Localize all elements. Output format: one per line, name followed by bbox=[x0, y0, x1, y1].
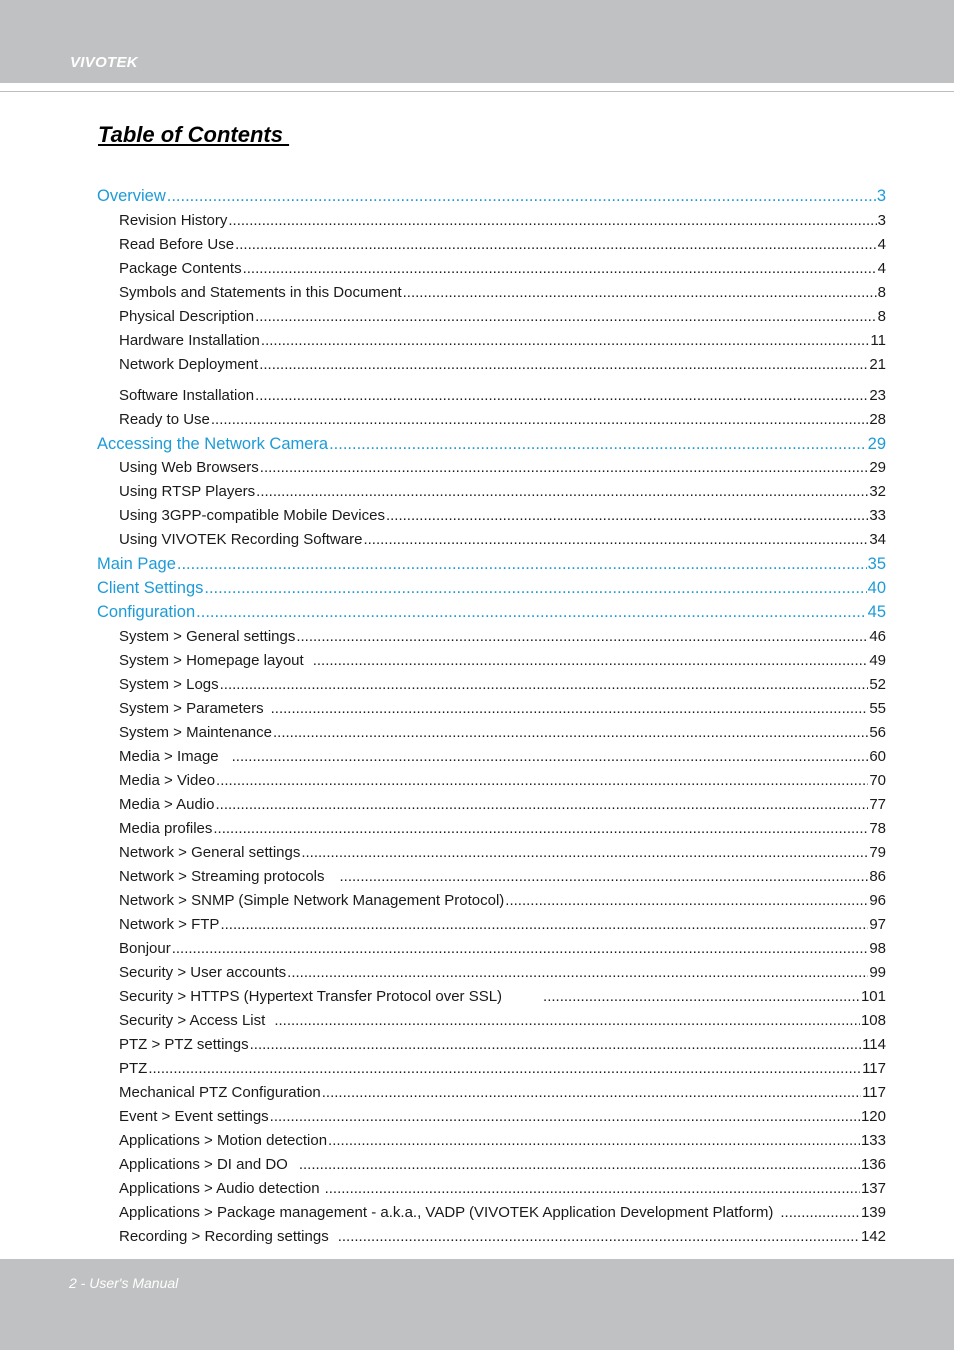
toc-entry-label: Network > FTP bbox=[119, 916, 220, 933]
toc-page-number: 23 bbox=[869, 387, 886, 404]
toc-entry-label: Revision History bbox=[119, 212, 228, 229]
toc-dot-leader bbox=[172, 940, 869, 957]
toc-entry-label: Applications > Audio detection bbox=[119, 1180, 320, 1197]
toc-dot-leader bbox=[148, 1060, 861, 1077]
toc-section-entry[interactable] bbox=[119, 988, 886, 1005]
toc-entry-label: PTZ bbox=[119, 1060, 148, 1077]
toc-dot-leader bbox=[211, 411, 868, 428]
toc-page-number: 133 bbox=[860, 1132, 886, 1149]
page-title: Table of Contents bbox=[98, 122, 290, 147]
toc-page-number: 117 bbox=[862, 1060, 886, 1077]
toc-dot-leader bbox=[232, 748, 869, 765]
toc-dot-leader bbox=[363, 531, 868, 548]
toc-dot-leader bbox=[543, 988, 860, 1005]
toc-entry-label: Overview bbox=[97, 187, 166, 205]
toc-section-entry[interactable] bbox=[119, 652, 886, 669]
toc-entry-label: PTZ > PTZ settings bbox=[119, 1036, 249, 1053]
toc-section-entry[interactable] bbox=[119, 459, 886, 476]
toc-section-entry[interactable] bbox=[119, 507, 886, 524]
toc-dot-leader bbox=[340, 868, 869, 885]
toc-section-entry[interactable] bbox=[119, 411, 886, 428]
toc-entry-label: Physical Description bbox=[119, 308, 255, 325]
toc-section-entry[interactable] bbox=[119, 772, 886, 789]
toc-section-entry[interactable] bbox=[119, 260, 886, 277]
toc-section-entry[interactable] bbox=[119, 531, 886, 548]
toc-entry-label: Security > User accounts bbox=[119, 964, 287, 981]
toc-entry-label: Recording > Recording settings bbox=[119, 1228, 329, 1245]
toc-entry-label: Network Deployment bbox=[119, 356, 259, 373]
toc-section-entry[interactable] bbox=[119, 332, 886, 349]
toc-section-entry[interactable] bbox=[119, 700, 886, 717]
toc-page-number: 29 bbox=[867, 435, 886, 453]
toc-page-number: 29 bbox=[869, 459, 886, 476]
toc-entry-label: Media > Image bbox=[119, 748, 219, 765]
toc-entry-label: Applications > Motion detection bbox=[119, 1132, 328, 1149]
toc-dot-leader bbox=[271, 700, 869, 717]
toc-dot-leader bbox=[301, 844, 868, 861]
toc-section-entry[interactable] bbox=[119, 1180, 886, 1197]
toc-page-number: 3 bbox=[877, 212, 886, 229]
toc-dot-leader bbox=[220, 916, 868, 933]
toc-entry-label: Media profiles bbox=[119, 820, 213, 837]
toc-section-entry[interactable] bbox=[119, 676, 886, 693]
toc-section-entry[interactable] bbox=[119, 724, 886, 741]
toc-dot-leader bbox=[274, 1012, 860, 1029]
toc-page-number: 101 bbox=[860, 988, 886, 1005]
toc-section-entry[interactable] bbox=[119, 387, 886, 404]
toc-entry-label: Event > Event settings bbox=[119, 1108, 269, 1125]
toc-section-entry[interactable] bbox=[119, 820, 886, 837]
toc-dot-leader bbox=[204, 579, 866, 598]
toc-dot-leader bbox=[328, 1132, 860, 1149]
toc-entry-label: Client Settings bbox=[97, 579, 204, 597]
toc-dot-leader bbox=[256, 483, 868, 500]
toc-page-number: 3 bbox=[876, 187, 886, 205]
toc-page-number: 8 bbox=[877, 284, 886, 301]
toc-entry-label: Media > Video bbox=[119, 772, 216, 789]
toc-page-number: 4 bbox=[877, 260, 886, 277]
toc-entry-label: Network > Streaming protocols bbox=[119, 868, 325, 885]
toc-page-number: 99 bbox=[869, 964, 886, 981]
toc-chapter-entry[interactable] bbox=[97, 555, 886, 574]
toc-section-entry[interactable] bbox=[119, 628, 886, 645]
toc-dot-leader bbox=[220, 676, 869, 693]
toc-dot-leader bbox=[235, 236, 877, 253]
toc-section-entry[interactable] bbox=[119, 1060, 886, 1077]
toc-dot-leader bbox=[261, 332, 870, 349]
toc-dot-leader bbox=[338, 1228, 860, 1245]
toc-entry-label: Mechanical PTZ Configuration bbox=[119, 1084, 321, 1101]
toc-dot-leader bbox=[216, 796, 869, 813]
toc-dot-leader bbox=[287, 964, 868, 981]
toc-dot-leader bbox=[780, 1204, 860, 1221]
toc-page-number: 60 bbox=[869, 748, 886, 765]
toc-page-number: 49 bbox=[869, 652, 886, 669]
toc-entry-label: Accessing the Network Camera bbox=[97, 435, 329, 453]
toc-page-number: 11 bbox=[870, 332, 886, 349]
toc-chapter-entry[interactable] bbox=[97, 187, 886, 206]
toc-dot-leader bbox=[167, 187, 876, 206]
toc-page-number: 139 bbox=[860, 1204, 886, 1221]
toc-entry-label: Security > Access List bbox=[119, 1012, 266, 1029]
toc-section-entry[interactable] bbox=[119, 1084, 886, 1101]
toc-page-number: 120 bbox=[860, 1108, 886, 1125]
toc-entry-label: Network > SNMP (Simple Network Management Protocol) bbox=[119, 892, 505, 909]
toc-dot-leader bbox=[260, 459, 869, 476]
footer-band bbox=[0, 1259, 954, 1350]
toc-entry-label: Applications > Package management - a.k.a., VADP (VIVOTEK Application Development Platform) bbox=[119, 1204, 774, 1221]
toc-entry-label: System > Logs bbox=[119, 676, 219, 693]
toc-page-number: 137 bbox=[860, 1180, 886, 1197]
toc-page-number: 45 bbox=[867, 603, 886, 621]
header-divider bbox=[0, 91, 954, 92]
toc-section-entry[interactable] bbox=[119, 892, 886, 909]
toc-page-number: 136 bbox=[860, 1156, 886, 1173]
toc-section-entry[interactable] bbox=[119, 1108, 886, 1125]
header-band bbox=[0, 0, 954, 83]
toc-entry-label: Using RTSP Players bbox=[119, 483, 256, 500]
toc-dot-leader bbox=[403, 284, 877, 301]
toc-section-entry[interactable] bbox=[119, 212, 886, 229]
toc-section-entry[interactable] bbox=[119, 796, 886, 813]
toc-page-number: 79 bbox=[869, 844, 886, 861]
toc-section-entry[interactable] bbox=[119, 1036, 886, 1053]
toc-dot-leader bbox=[259, 356, 868, 373]
toc-dot-leader bbox=[386, 507, 868, 524]
toc-chapter-entry[interactable] bbox=[97, 579, 886, 598]
toc-page-number: 70 bbox=[869, 772, 886, 789]
toc-dot-leader bbox=[505, 892, 868, 909]
toc-entry-label: Using Web Browsers bbox=[119, 459, 259, 476]
toc-entry-label: Read Before Use bbox=[119, 236, 235, 253]
toc-entry-label: Applications > DI and DO bbox=[119, 1156, 288, 1173]
toc-entry-label: Bonjour bbox=[119, 940, 171, 957]
toc-page-number: 35 bbox=[867, 555, 886, 573]
toc-dot-leader bbox=[255, 387, 868, 404]
toc-page-number: 28 bbox=[869, 411, 886, 428]
toc-page-number: 78 bbox=[869, 820, 886, 837]
toc-page-number: 52 bbox=[869, 676, 886, 693]
toc-dot-leader bbox=[273, 724, 868, 741]
toc-section-entry[interactable] bbox=[119, 1156, 886, 1173]
toc-page-number: 86 bbox=[869, 868, 886, 885]
page-footer: 2 - User's Manual bbox=[69, 1275, 179, 1291]
toc-section-entry[interactable] bbox=[119, 483, 886, 500]
toc-entry-label: Package Contents bbox=[119, 260, 242, 277]
toc-section-entry[interactable] bbox=[119, 1204, 886, 1221]
toc-page-number: 114 bbox=[862, 1036, 886, 1053]
toc-page-number: 55 bbox=[869, 700, 886, 717]
toc-section-entry[interactable] bbox=[119, 284, 886, 301]
toc-section-entry[interactable] bbox=[119, 1132, 886, 1149]
toc-dot-leader bbox=[228, 212, 876, 229]
toc-entry-label: Hardware Installation bbox=[119, 332, 260, 349]
toc-section-entry[interactable] bbox=[119, 964, 886, 981]
toc-page-number: 97 bbox=[869, 916, 886, 933]
toc-entry-label: Software Installation bbox=[119, 387, 255, 404]
toc-chapter-entry[interactable] bbox=[97, 603, 886, 622]
toc-section-entry[interactable] bbox=[119, 916, 886, 933]
toc-page-number: 142 bbox=[860, 1228, 886, 1245]
toc-entry-label: System > Homepage layout bbox=[119, 652, 304, 669]
toc-dot-leader bbox=[177, 555, 867, 574]
toc-entry-label: Media > Audio bbox=[119, 796, 215, 813]
toc-section-entry[interactable] bbox=[119, 844, 886, 861]
toc-entry-label: System > Parameters bbox=[119, 700, 264, 717]
toc-dot-leader bbox=[299, 1156, 860, 1173]
toc-page-number: 56 bbox=[869, 724, 886, 741]
toc-page-number: 96 bbox=[869, 892, 886, 909]
toc-dot-leader bbox=[296, 628, 868, 645]
toc-entry-label: System > Maintenance bbox=[119, 724, 272, 741]
toc-page-number: 108 bbox=[860, 1012, 886, 1029]
toc-section-entry[interactable] bbox=[119, 1228, 886, 1245]
toc-chapter-entry[interactable] bbox=[97, 435, 886, 454]
toc-dot-leader bbox=[196, 603, 866, 622]
toc-dot-leader bbox=[329, 435, 867, 454]
toc-section-entry[interactable] bbox=[119, 1012, 886, 1029]
toc-dot-leader bbox=[322, 1084, 861, 1101]
toc-dot-leader bbox=[255, 308, 877, 325]
toc-page-number: 46 bbox=[869, 628, 886, 645]
toc-dot-leader bbox=[313, 652, 869, 669]
toc-dot-leader bbox=[270, 1108, 860, 1125]
toc-section-entry[interactable] bbox=[119, 868, 886, 885]
toc-page-number: 117 bbox=[862, 1084, 886, 1101]
toc-dot-leader bbox=[250, 1036, 861, 1053]
toc-entry-label: Symbols and Statements in this Document bbox=[119, 284, 402, 301]
toc-section-entry[interactable] bbox=[119, 940, 886, 957]
toc-dot-leader bbox=[213, 820, 868, 837]
toc-section-entry[interactable] bbox=[119, 236, 886, 253]
toc-page-number: 21 bbox=[869, 356, 886, 373]
toc-page-number: 98 bbox=[869, 940, 886, 957]
toc-page-number: 32 bbox=[869, 483, 886, 500]
toc-dot-leader bbox=[216, 772, 868, 789]
toc-page-number: 34 bbox=[869, 531, 886, 548]
toc-section-entry[interactable] bbox=[119, 748, 886, 765]
toc-entry-label: Using VIVOTEK Recording Software bbox=[119, 531, 363, 548]
toc-entry-label: System > General settings bbox=[119, 628, 296, 645]
toc-entry-label: Main Page bbox=[97, 555, 176, 573]
toc-entry-label: Using 3GPP-compatible Mobile Devices bbox=[119, 507, 385, 524]
toc-section-entry[interactable] bbox=[119, 356, 886, 373]
toc-entry-label: Security > HTTPS (Hypertext Transfer Protocol over SSL) bbox=[119, 988, 503, 1005]
toc-page-number: 40 bbox=[867, 579, 886, 597]
toc-page-number: 8 bbox=[877, 308, 886, 325]
toc-entry-label: Configuration bbox=[97, 603, 196, 621]
toc-section-entry[interactable] bbox=[119, 308, 886, 325]
toc-page-number: 77 bbox=[869, 796, 886, 813]
toc-dot-leader bbox=[325, 1180, 860, 1197]
toc-page-number: 33 bbox=[869, 507, 886, 524]
toc-entry-label: Ready to Use bbox=[119, 411, 210, 428]
toc-page-number: 4 bbox=[877, 236, 886, 253]
toc-entry-label: Network > General settings bbox=[119, 844, 301, 861]
toc-dot-leader bbox=[243, 260, 877, 277]
brand-logo: VIVOTEK bbox=[70, 54, 138, 71]
